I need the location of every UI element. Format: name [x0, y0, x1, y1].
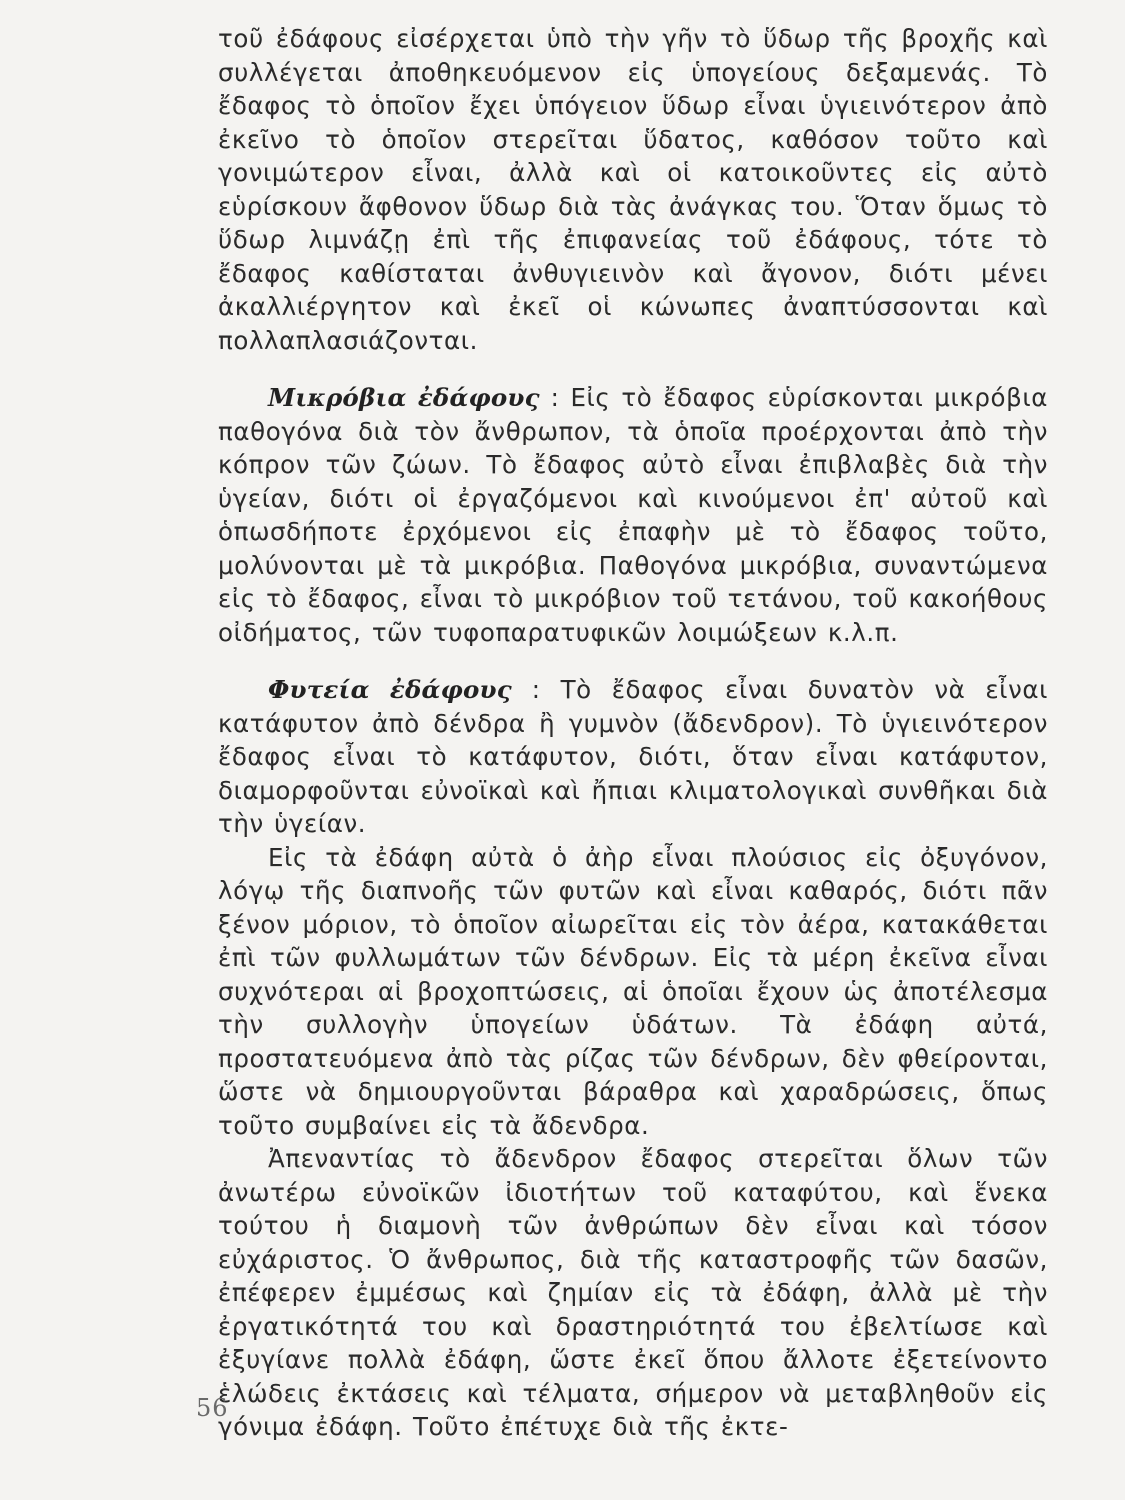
paragraph-soil-vegetation: [218, 673, 1048, 841]
body-text: [218, 22, 1048, 1444]
paragraph-text: Εἰς τὰ ἐδάφη αὐτὰ ὁ ἀὴρ εἶναι πλούσιος εἰς ὀξυγόνον, λόγῳ τῆς διαπνοῆς τῶν φυτῶν καὶ εἶναι καθαρός, διότι πᾶν ξένον μόριον, τὸ ὁποῖον αἰωρεῖται εἰς τὸν ἀέρα, κατακάθεται ἐπὶ τῶν φυλλωμάτων τῶν δένδρων. Εἰς τὰ μέρη ἐκεῖνα εἶναι συχνότεραι αἱ βροχοπτώσεις, αἱ ὁποῖαι ἔχουν ὡς ἀποτέλεσμα τὴν συλλογὴν ὑπογείων ὑδάτων. Τὰ ἐδάφη αὐτά, προστατευόμενα ἀπὸ τὰς ρίζας τῶν δένδρων, δὲν φθείρονται, ὥστε νὰ δημιουργοῦνται βάραθρα καὶ χαραδρώσεις, ὅπως τοῦτο συμβαίνει εἰς τὰ ἄδενδρα.: [218, 842, 1048, 1140]
paragraph-text: : Τὸ ἔδαφος εἶναι δυνατὸν νὰ εἶναι κατάφυτον ἀπὸ δένδρα ἢ γυμνὸν (ἄδενδρον). Τὸ ὑγιεινότερον ἔδαφος εἶναι τὸ κατάφυτον, διότι, ὅταν εἶναι κατάφυτον, διαμορφοῦνται εὐνοϊκαὶ καὶ ἤπιαι κλιματολογικαὶ συνθῆκαι διὰ τὴν ὑγείαν.: [218, 675, 1048, 838]
page-number: 56: [196, 1394, 229, 1422]
paragraph-treeless-soil: [218, 1142, 1048, 1444]
paragraph-soil-microbes: [218, 381, 1048, 649]
paragraph-forested-soil: [218, 841, 1048, 1143]
section-heading-soil-microbes: Μικρόβια ἐδάφους: [268, 383, 540, 412]
paragraph-groundwater: [218, 22, 1048, 357]
section-heading-soil-vegetation: Φυτεία ἐδάφους: [268, 675, 512, 704]
paragraph-text: Ἀπεναντίας τὸ ἄδενδρον ἔδαφος στερεῖται ὅλων τῶν ἀνωτέρω εὐνοϊκῶν ἰδιοτήτων τοῦ καταφύτου, καὶ ἕνεκα τούτου ἡ διαμονὴ τῶν ἀνθρώπων δὲν εἶναι καὶ τόσον εὐχάριστος. Ὁ ἄνθρωπος, διὰ τῆς καταστροφῆς τῶν δασῶν, ἐπέφερεν ἐμμέσως καὶ ζημίαν εἰς τὰ ἐδάφη, ἀλλὰ μὲ τὴν ἐργατικότητά του καὶ δραστηριότητά του ἐβελτίωσε καὶ ἐξυγίανε πολλὰ ἐδάφη, ὥστε ἐκεῖ ὅπου ἄλλοτε ἐξετείνοντο ἑλώδεις ἐκτάσεις καὶ τέλματα, σήμερον νὰ μεταβληθοῦν εἰς γόνιμα ἐδάφη. Τοῦτο ἐπέτυχε διὰ τῆς ἐκτε-: [218, 1144, 1048, 1441]
paragraph-text: : Εἰς τὸ ἔδαφος εὑρίσκονται μικρόβια παθογόνα διὰ τὸν ἄνθρωπον, τὰ ὁποῖα προέρχονται ἀπὸ τὴν κόπρον τῶν ζώων. Τὸ ἔδαφος αὐτὸ εἶναι ἐπιβλαβὲς διὰ τὴν ὑγείαν, διότι οἱ ἐργαζόμενοι καὶ κινούμενοι ἐπ' αὐτοῦ καὶ ὁπωσδήποτε ἐρχόμενοι εἰς ἐπαφὴν μὲ τὸ ἔδαφος τοῦτο, μολύνονται μὲ τὰ μικρόβια. Παθογόνα μικρόβια, συναντώμενα εἰς τὸ ἔδαφος, εἶναι τὸ μικρόβιον τοῦ τετάνου, τοῦ κακοήθους οἰδήματος, τῶν τυφοπαρατυφικῶν λοιμώξεων κ.λ.π.: [218, 383, 1049, 647]
paragraph-text: τοῦ ἐδάφους εἰσέρχεται ὑπὸ τὴν γῆν τὸ ὕδωρ τῆς βροχῆς καὶ συλλέγεται ἀποθηκευόμενον εἰς ὑπογείους δεξαμενάς. Τὸ ἔδαφος τὸ ὁποῖον ἔχει ὑπόγειον ὕδωρ εἶναι ὑγιεινότερον ἀπὸ ἐκεῖνο τὸ ὁποῖον στερεῖται ὕδατος, καθόσον τοῦτο καὶ γονιμώτερον εἶναι, ἀλλὰ καὶ οἱ κατοικοῦντες εἰς αὐτὸ εὑρίσκουν ἄφθονον ὕδωρ διὰ τὰς ἀνάγκας του. Ὅταν ὅμως τὸ ὕδωρ λιμνάζῃ ἐπὶ τῆς ἐπιφανείας τοῦ ἐδάφους, τότε τὸ ἔδαφος καθίσταται ἀνθυγιεινὸν καὶ ἄγονον, διότι μένει ἀκαλλιέργητον καὶ ἐκεῖ οἱ κώνωπες ἀναπτύσσονται καὶ πολλαπλασιάζονται.: [218, 24, 1048, 355]
